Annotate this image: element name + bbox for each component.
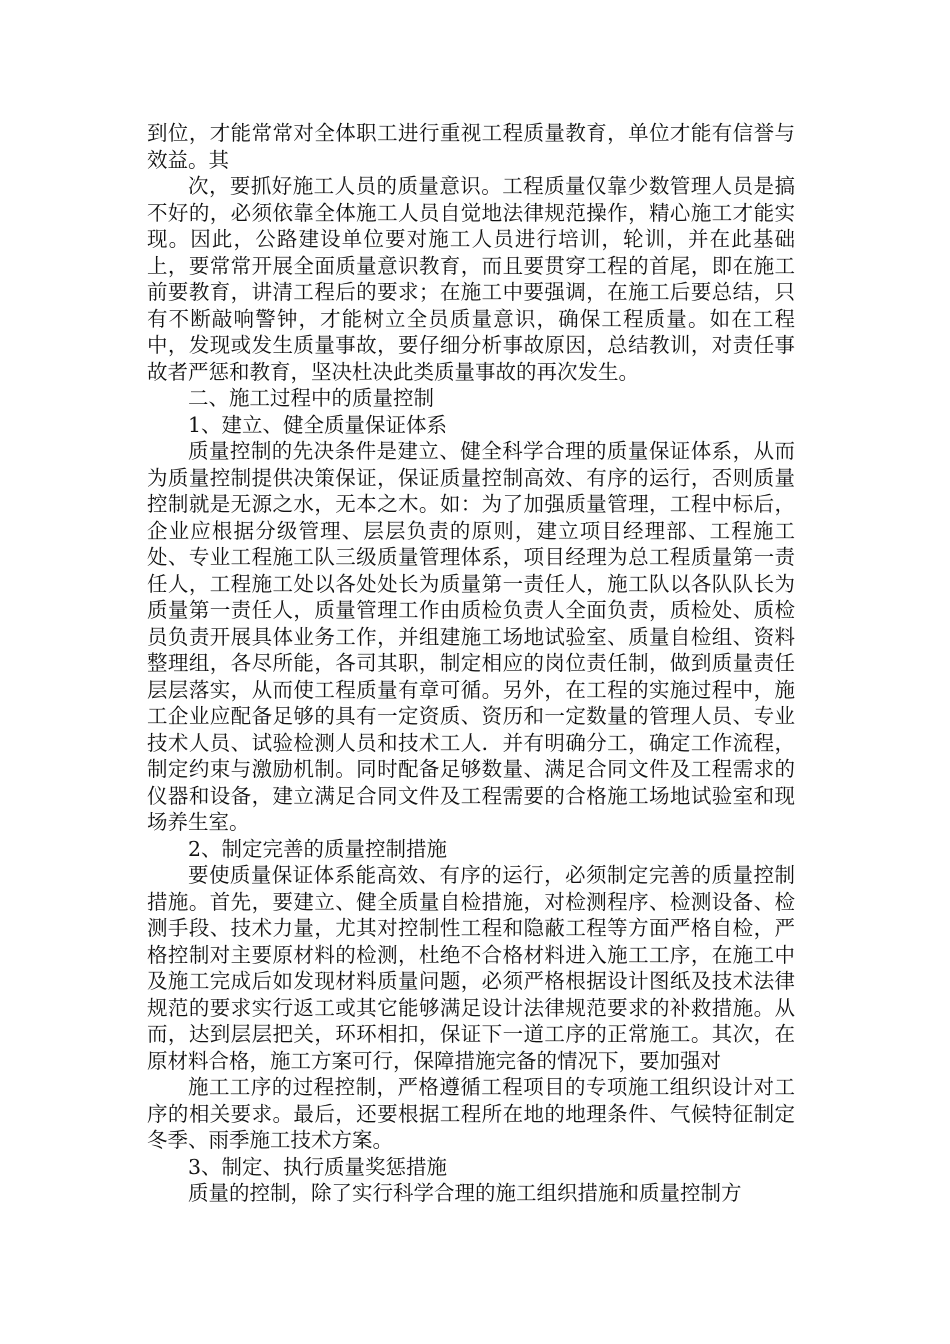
paragraph-worker-quality-awareness: 次，要抓好施工人员的质量意识。工程质量仅靠少数管理人员是搞不好的，必须依靠全体施工人员自觉地法律规范操作，精心施工才能实现。因此，公路建设单位要对施工人员进行培训，轮训，并在此基础上，要常常开展全面质量意识教育，而且要贯穿工程的首尾，即在施工前要教育，讲清工程后的要求；在施工中要强调，在施工后要总结，只有不断敲响警钟，才能树立全员质量意识，确保工程质量。如在工程中，发现或发生质量事故，要仔细分析事故原因，总结教训，对责任事故者严惩和教育，坚决杜决此类质量事故的再次发生。 [147,174,795,384]
section-heading-construction-quality-control: 二、施工过程中的质量控制 [188,386,434,410]
paragraph-quality-assurance-system: 质量控制的先决条件是建立、健全科学合理的质量保证体系，从而为质量控制提供决策保证，保证质量控制高效、有序的运行，否则质量控制就是无源之水，无本之木。如：为了加强质量管理，工程中标后，企业应根据分级管理、层层负责的原则，建立项目经理部、工程施工处、专业工程施工队三级质量管理体系，项目经理为总工程质量第一责任人，工程施工处以各处处长为质量第一责任人，施工队以各队队长为质量第一责任人，质量管理工作由质检负责人全面负责，质检处、质检员负责开展具体业务工作，并组建施工场地试验室、质量自检组、资料整理组，各尽所能，各司其职，制定相应的岗位责任制，做到质量责任层层落实，从而使工程质量有章可循。另外，在工程的实施过程中，施工企业应配备足够的具有一定资质、资历和一定数量的管理人员、专业技术人员、试验检测人员和技术工人．并有明确分工，确定工作流程，制定约束与激励机制。同时配备足够数量、满足合同文件及工程需求的仪器和设备，建立满足合同文件及工程需要的合格施工场地试验室和现场养生室。 [147,439,795,834]
paragraph-quality-control-measures: 要使质量保证体系能高效、有序的运行，必须制定完善的质量控制措施。首先，要建立、健全质量自检措施，对检测程序、检测设备、检测手段、技术力量，尤其对控制性工程和隐蔽工程等方面严格自检，严格控制对主要原材料的检测，杜绝不合格材料进入施工工序，在施工中及施工完成后如发现材料质量问题，必须严格根据设计图纸及技术法律规范的要求实行返工或其它能够满足设计法律规范要求的补救措施。从而，达到层层把关，环环相扣，保证下一道工序的正常施工。其次，在原材料合格，施工方案可行，保障措施完备的情况下，要加强对 [147,863,795,1073]
subsection-heading-quality-assurance-system: 1、建立、健全质量保证体系 [188,412,448,437]
paragraph-process-control: 施工工序的过程控制，严格遵循工程项目的专项施工组织设计对工序的相关要求。最后，还要根据工程所在地的地理条件、气候特征制定冬季、雨季施工技术方案。 [147,1075,795,1152]
subsection-heading-reward-penalty-measures: 3、制定、执行质量奖惩措施 [188,1154,448,1179]
document-page [147,120,795,1207]
paragraph-continuation: 到位，才能常常对全体职工进行重视工程质量教育，单位才能有信誉与效益。其 [147,121,795,172]
subsection-heading-quality-control-measures: 2、制定完善的质量控制措施 [188,836,448,861]
paragraph-quality-control-continued: 质量的控制，除了实行科学合理的施工组织措施和质量控制方 [188,1181,742,1205]
